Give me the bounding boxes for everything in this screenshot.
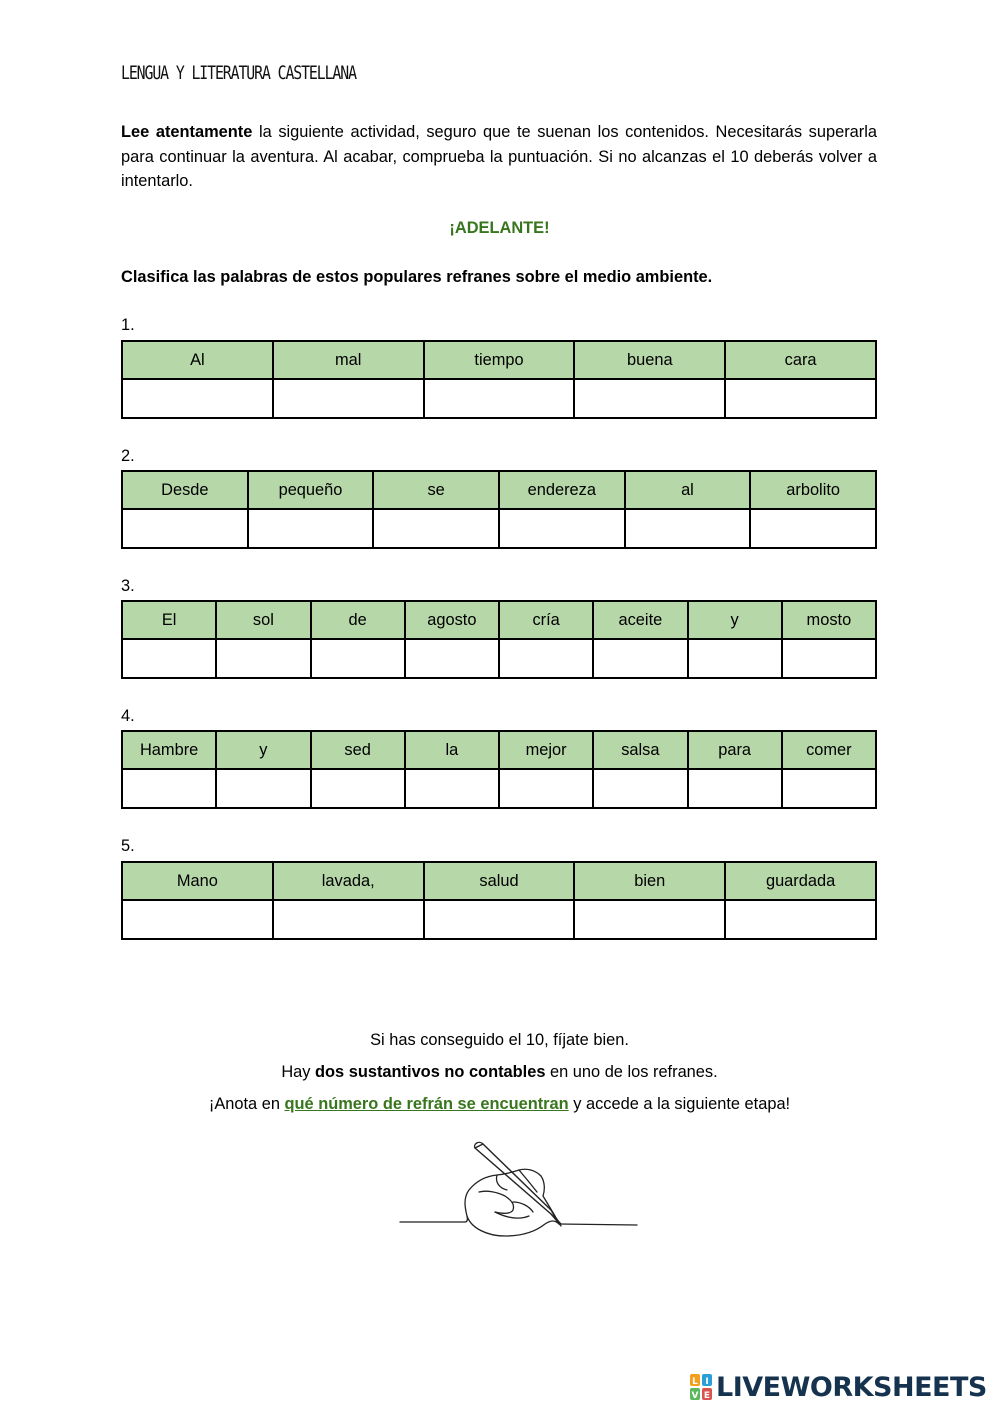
word-cell: sed bbox=[311, 731, 405, 769]
word-cell: y bbox=[216, 731, 310, 769]
word-cell: Al bbox=[122, 341, 273, 379]
word-cell: de bbox=[311, 601, 405, 639]
hand-writing-icon bbox=[395, 1140, 645, 1245]
word-cell: se bbox=[373, 471, 499, 509]
answer-cell[interactable] bbox=[782, 639, 876, 678]
answer-cell[interactable] bbox=[122, 639, 216, 678]
answer-cell[interactable] bbox=[373, 509, 499, 548]
refran-number: 4. bbox=[121, 707, 135, 725]
word-cell: lavada, bbox=[273, 862, 424, 900]
word-cell: sol bbox=[216, 601, 310, 639]
answer-cell[interactable] bbox=[625, 509, 751, 548]
badge-letter: E bbox=[703, 1391, 711, 1400]
word-cell: mal bbox=[273, 341, 424, 379]
liveworksheets-badge-icon bbox=[690, 1374, 712, 1400]
answer-cell[interactable] bbox=[122, 769, 216, 808]
intro-text: la siguiente actividad, seguro que te suenan los contenidos. Necesitarás superarla para continuar la aventura. Al acabar, comprueba la puntuación. Si no alcanzas el 10 deberás volver a intentarlo. bbox=[121, 123, 877, 190]
word-cell: El bbox=[122, 601, 216, 639]
instruction-text: Clasifica las palabras de estos populares refranes sobre el medio ambiente. bbox=[121, 268, 713, 286]
answer-cell[interactable] bbox=[405, 769, 499, 808]
footer-line3-post: y accede a la siguiente etapa! bbox=[568, 1095, 791, 1113]
word-cell: Desde bbox=[122, 471, 248, 509]
answer-cell[interactable] bbox=[688, 639, 782, 678]
answer-cell[interactable] bbox=[725, 900, 876, 939]
word-cell: agosto bbox=[405, 601, 499, 639]
answer-cell[interactable] bbox=[273, 900, 424, 939]
answer-cell[interactable] bbox=[122, 509, 248, 548]
answer-cell[interactable] bbox=[216, 769, 310, 808]
word-cell: para bbox=[688, 731, 782, 769]
word-cell: tiempo bbox=[424, 341, 575, 379]
answer-cell[interactable] bbox=[122, 900, 273, 939]
answer-cell[interactable] bbox=[248, 509, 374, 548]
word-cell: la bbox=[405, 731, 499, 769]
liveworksheets-logo bbox=[690, 1372, 987, 1402]
word-cell: cara bbox=[725, 341, 876, 379]
answer-cell[interactable] bbox=[750, 509, 876, 548]
word-cell: bien bbox=[574, 862, 725, 900]
answer-cell[interactable] bbox=[424, 379, 575, 418]
word-cell: mosto bbox=[782, 601, 876, 639]
footer-line2-bold: dos sustantivos no contables bbox=[315, 1063, 546, 1081]
answer-cell[interactable] bbox=[499, 639, 593, 678]
footer-line3-pre: ¡Anota en bbox=[208, 1095, 285, 1113]
refran-table-3 bbox=[121, 600, 877, 679]
word-cell: cría bbox=[499, 601, 593, 639]
refran-number: 2. bbox=[121, 447, 135, 465]
word-cell: mejor bbox=[499, 731, 593, 769]
answer-cell[interactable] bbox=[311, 769, 405, 808]
badge-letter: I bbox=[705, 1377, 709, 1387]
footer-line-3 bbox=[0, 1095, 999, 1114]
refran-table-4 bbox=[121, 730, 877, 809]
word-cell: aceite bbox=[593, 601, 687, 639]
answer-cell[interactable] bbox=[574, 900, 725, 939]
answer-cell[interactable] bbox=[424, 900, 575, 939]
refran-table-5 bbox=[121, 861, 877, 940]
footer-line2-pre: Hay bbox=[281, 1063, 316, 1081]
answer-cell[interactable] bbox=[499, 509, 625, 548]
answer-cell[interactable] bbox=[574, 379, 725, 418]
refran-number: 1. bbox=[121, 316, 135, 334]
word-cell: salud bbox=[424, 862, 575, 900]
answer-cell[interactable] bbox=[405, 639, 499, 678]
answer-cell[interactable] bbox=[311, 639, 405, 678]
adelante-heading: ¡ADELANTE! bbox=[449, 219, 550, 237]
answer-cell[interactable] bbox=[782, 769, 876, 808]
answer-cell[interactable] bbox=[216, 639, 310, 678]
word-cell: buena bbox=[574, 341, 725, 379]
refran-number-link: qué número de refrán se encuentran bbox=[284, 1095, 569, 1113]
word-cell: salsa bbox=[593, 731, 687, 769]
word-cell: Hambre bbox=[122, 731, 216, 769]
refran-table-2 bbox=[121, 470, 877, 549]
intro-paragraph bbox=[121, 120, 877, 194]
badge-letter: L bbox=[692, 1377, 698, 1387]
answer-cell[interactable] bbox=[593, 769, 687, 808]
refran-number: 5. bbox=[121, 837, 135, 855]
word-cell: y bbox=[688, 601, 782, 639]
word-cell: Mano bbox=[122, 862, 273, 900]
footer-line-1: Si has conseguido el 10, fíjate bien. bbox=[370, 1031, 629, 1049]
refran-table-1 bbox=[121, 340, 877, 419]
word-cell: comer bbox=[782, 731, 876, 769]
page-header-title: LENGUA Y LITERATURA CASTELLANA bbox=[121, 62, 356, 84]
answer-cell[interactable] bbox=[499, 769, 593, 808]
answer-cell[interactable] bbox=[725, 379, 876, 418]
answer-cell[interactable] bbox=[122, 379, 273, 418]
word-cell: arbolito bbox=[750, 471, 876, 509]
intro-bold-lead: Lee atentamente bbox=[121, 123, 253, 141]
footer-line-2 bbox=[0, 1063, 999, 1082]
answer-cell[interactable] bbox=[688, 769, 782, 808]
answer-cell[interactable] bbox=[593, 639, 687, 678]
answer-cell[interactable] bbox=[273, 379, 424, 418]
footer-line2-post: en uno de los refranes. bbox=[545, 1063, 718, 1081]
word-cell: pequeño bbox=[248, 471, 374, 509]
word-cell: al bbox=[625, 471, 751, 509]
liveworksheets-wordmark: LIVEWORKSHEETS bbox=[716, 1371, 987, 1403]
word-cell: endereza bbox=[499, 471, 625, 509]
refran-number: 3. bbox=[121, 577, 135, 595]
word-cell: guardada bbox=[725, 862, 876, 900]
badge-letter: V bbox=[691, 1391, 699, 1400]
